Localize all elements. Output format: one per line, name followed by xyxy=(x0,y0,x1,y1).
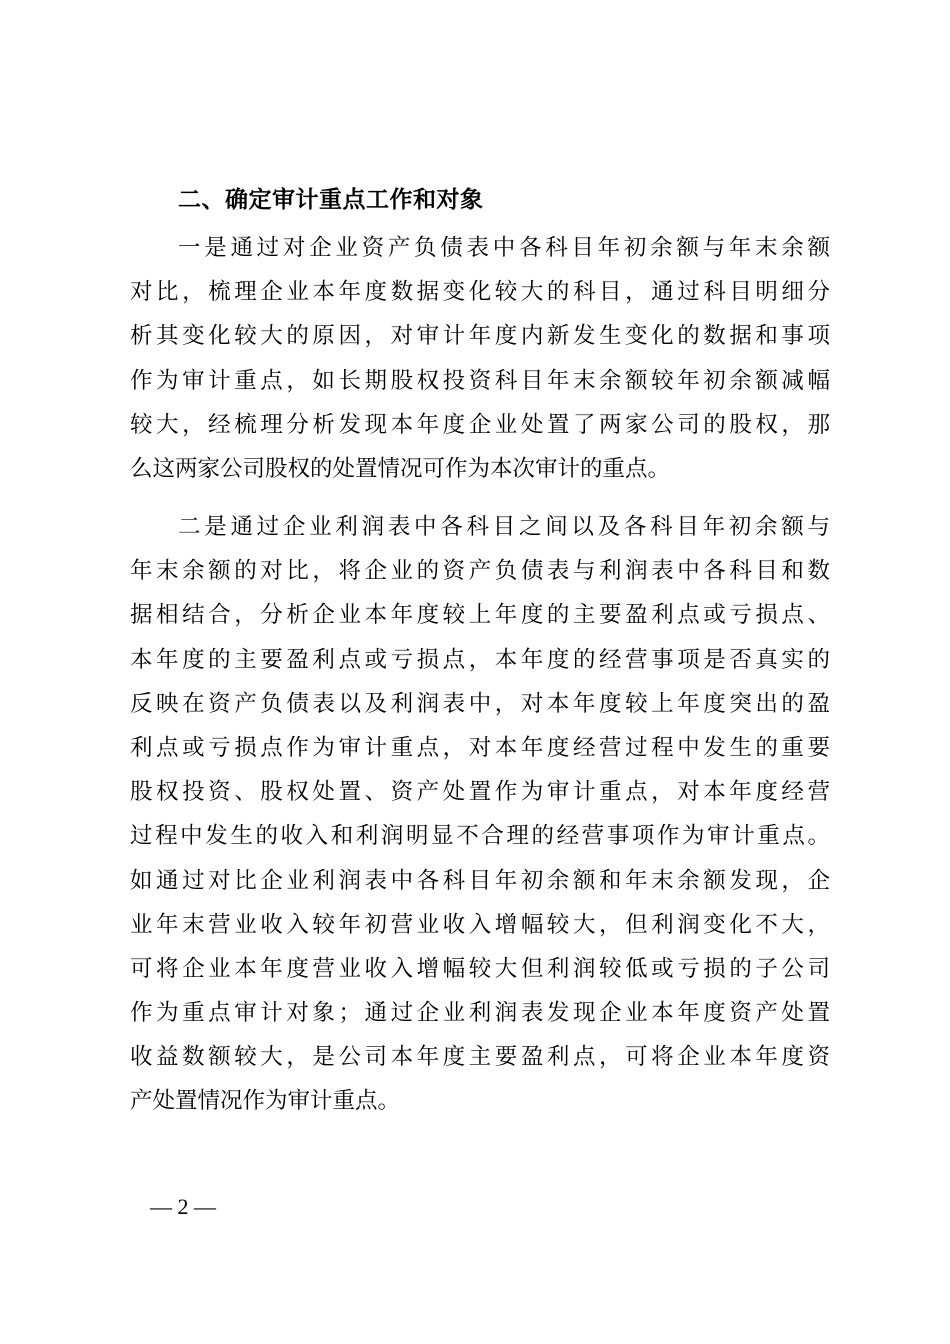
paragraph-line: 利点或亏损点作为审计重点，对本年度经营过程中发生的重要 xyxy=(130,734,830,761)
paragraph-line: 对比，梳理企业本年度数据变化较大的科目，通过科目明细分 xyxy=(130,279,830,306)
paragraph-line: 年末余额的对比，将企业的资产负债表与利润表中各科目和数 xyxy=(130,558,830,585)
page-number: — 2 — xyxy=(150,1194,216,1219)
paragraph-line: 可将企业本年度营业收入增幅较大但利润较低或亏损的子公司 xyxy=(130,955,830,982)
paragraph-line: 析其变化较大的原因，对审计年度内新发生变化的数据和事项 xyxy=(130,323,830,350)
paragraph-2 xyxy=(130,505,830,1124)
paragraph-line: 一是通过对企业资产负债表中各科目年初余额与年末余额 xyxy=(178,235,830,261)
paragraph-line: 二是通过企业利润表中各科目之间以及各科目年初余额与 xyxy=(178,514,830,540)
paragraph-line: 业年末营业收入较年初营业收入增幅较大，但利润变化不大， xyxy=(130,911,830,938)
paragraph-line: 较大，经梳理分析发现本年度企业处置了两家公司的股权，那 xyxy=(130,411,830,438)
section-heading: 二、确定审计重点工作和对象 xyxy=(178,187,484,213)
paragraph-line: 股权投资、股权处置、资产处置作为审计重点，对本年度经营 xyxy=(130,779,830,806)
paragraph-line: 收益数额较大，是公司本年度主要盈利点，可将企业本年度资 xyxy=(130,1044,830,1071)
paragraph-line: 么这两家公司股权的处置情况可作为本次审计的重点。 xyxy=(130,455,671,482)
paragraph-line: 过程中发生的收入和利润明显不合理的经营事项作为审计重点。 xyxy=(130,823,830,850)
paragraph-line: 本年度的主要盈利点或亏损点，本年度的经营事项是否真实的 xyxy=(130,646,830,673)
paragraph-line: 据相结合，分析企业本年度较上年度的主要盈利点或亏损点、 xyxy=(130,602,830,629)
paragraph-line: 产处置情况作为审计重点。 xyxy=(130,1088,401,1115)
paragraph-1 xyxy=(130,226,830,491)
paragraph-line: 反映在资产负债表以及利润表中，对本年度较上年度突出的盈 xyxy=(130,690,830,717)
paragraph-line: 作为重点审计对象；通过企业利润表发现企业本年度资产处置 xyxy=(130,1000,830,1027)
paragraph-line: 如通过对比企业利润表中各科目年初余额和年末余额发现，企 xyxy=(130,867,830,894)
paragraph-line: 作为审计重点，如长期股权投资科目年末余额较年初余额减幅 xyxy=(130,367,830,394)
